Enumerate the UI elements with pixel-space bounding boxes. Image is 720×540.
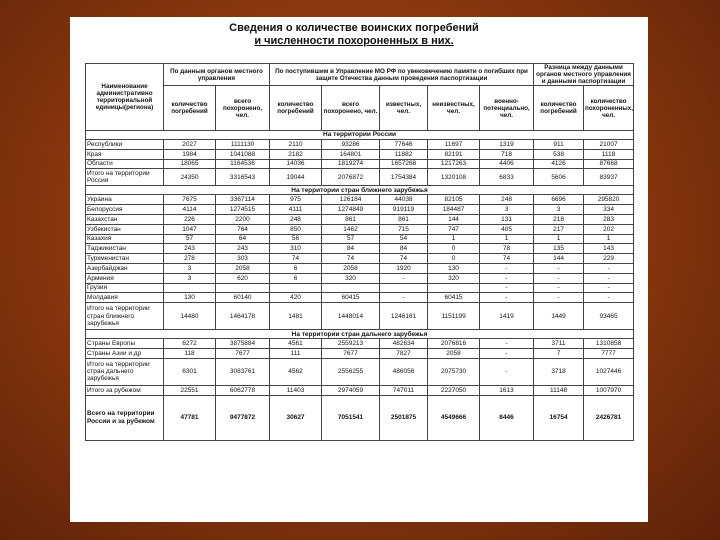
row-value: 143 — [584, 244, 634, 254]
row-value: 2227050 — [428, 385, 480, 395]
row-value: 56 — [270, 234, 322, 244]
row-value: 14036 — [270, 159, 322, 169]
row-value: 4126 — [534, 159, 584, 169]
row-value: 278 — [164, 254, 216, 264]
row-value: 2426781 — [584, 395, 634, 440]
table-row — [86, 214, 634, 224]
row-value: 126184 — [322, 195, 380, 205]
row-value: 3316543 — [216, 169, 270, 186]
row-value — [428, 283, 480, 293]
row-value: 7777 — [584, 348, 634, 358]
row-value: 1819274 — [322, 159, 380, 169]
row-value: 60140 — [216, 293, 270, 303]
row-value: 84 — [322, 244, 380, 254]
row-value: 861 — [322, 214, 380, 224]
table-row — [86, 244, 634, 254]
row-value: 715 — [380, 224, 428, 234]
row-value: 3367114 — [216, 195, 270, 205]
row-value: 6301 — [164, 358, 216, 385]
row-value: - — [380, 293, 428, 303]
row-value: 1462 — [322, 224, 380, 234]
row-value: 0 — [428, 244, 480, 254]
row-name: Итого на территории стран ближнего зарубежья — [86, 303, 164, 330]
header-region: Наименование административно территориальной единицы(региона) — [86, 64, 164, 131]
table-row — [86, 358, 634, 385]
row-value: 118 — [164, 348, 216, 358]
row-value: 11148 — [534, 385, 584, 395]
row-value: 1274515 — [216, 205, 270, 215]
header-count-burials: количество погребений — [164, 86, 216, 131]
row-value: 1 — [534, 234, 584, 244]
row-value: 2075730 — [428, 358, 480, 385]
row-value: 1320108 — [428, 169, 480, 186]
row-value: 2058 — [428, 348, 480, 358]
row-value: 11882 — [380, 149, 428, 159]
section-row — [86, 330, 634, 339]
row-name: Азербайджан — [86, 263, 164, 273]
row-value: 6 — [270, 273, 322, 283]
table-row — [86, 149, 634, 159]
row-value: 82191 — [428, 149, 480, 159]
row-value: 60415 — [428, 293, 480, 303]
row-value: - — [480, 273, 534, 283]
row-name: Республики — [86, 140, 164, 150]
row-name: Казахстан — [86, 214, 164, 224]
row-value: 747 — [428, 224, 480, 234]
row-value: 0 — [428, 254, 480, 264]
row-value: 1 — [480, 234, 534, 244]
row-name: Украина — [86, 195, 164, 205]
row-value: 60415 — [322, 293, 380, 303]
row-value: 334 — [584, 205, 634, 215]
row-value: 217 — [534, 224, 584, 234]
row-value: 144 — [534, 254, 584, 264]
row-value: - — [584, 273, 634, 283]
row-value: 4549666 — [428, 395, 480, 440]
header-row-columns — [86, 86, 634, 131]
row-value: 861 — [380, 214, 428, 224]
header-group-local: По данным органов местного управления — [164, 64, 270, 86]
row-value: 2182 — [270, 149, 322, 159]
header-certified: военно-потенциально, чел. — [480, 86, 534, 131]
row-value: - — [534, 293, 584, 303]
row-value: 482634 — [380, 339, 428, 349]
row-value: 74 — [322, 254, 380, 264]
row-value: 44038 — [380, 195, 428, 205]
row-name: Страны Азии и др — [86, 348, 164, 358]
row-value: 1217263 — [428, 159, 480, 169]
row-value: - — [480, 358, 534, 385]
row-value: - — [380, 273, 428, 283]
row-value: 87668 — [584, 159, 634, 169]
row-value: 320 — [428, 273, 480, 283]
row-value: - — [480, 339, 534, 349]
row-value: 184487 — [428, 205, 480, 215]
row-value: - — [480, 283, 534, 293]
row-value: 1027446 — [584, 358, 634, 385]
table-row — [86, 303, 634, 330]
row-value: 14480 — [164, 303, 216, 330]
table-row — [86, 348, 634, 358]
header-row-groups — [86, 64, 634, 86]
document-page — [70, 17, 648, 522]
row-value: 1 — [428, 234, 480, 244]
row-value: - — [480, 293, 534, 303]
row-value: 6696 — [534, 195, 584, 205]
row-value: 54 — [380, 234, 428, 244]
row-value: 975 — [270, 195, 322, 205]
row-value: - — [534, 273, 584, 283]
row-value: 202 — [584, 224, 634, 234]
row-value: 3 — [164, 263, 216, 273]
row-value: 718 — [480, 149, 534, 159]
row-value: 22551 — [164, 385, 216, 395]
row-value: - — [584, 263, 634, 273]
row-value — [322, 283, 380, 293]
header-group-certification: По поступившим в Управление МО РФ по увековечению памяти о погибших при защите Отечества данным проведения паспортизации — [270, 64, 534, 86]
header-diff-people: количество похороненных, чел. — [584, 86, 634, 131]
row-value: 420 — [270, 293, 322, 303]
row-value: 1274849 — [322, 205, 380, 215]
row-value — [380, 283, 428, 293]
row-value: 24350 — [164, 169, 216, 186]
row-value: - — [480, 348, 534, 358]
row-value: 1047 — [164, 224, 216, 234]
section-title: На территории стран дальнего зарубежья — [86, 330, 634, 339]
row-value: 248 — [270, 214, 322, 224]
section-title: На территории России — [86, 131, 634, 140]
row-value: 538 — [534, 149, 584, 159]
table-row — [86, 273, 634, 283]
row-value: 130 — [164, 293, 216, 303]
row-value: 2058 — [322, 263, 380, 273]
row-value: 3083761 — [216, 358, 270, 385]
row-value: 2559213 — [322, 339, 380, 349]
section-title: На территории стран ближнего зарубежья — [86, 186, 634, 195]
row-value: 1 — [584, 234, 634, 244]
row-value: 7675 — [164, 195, 216, 205]
row-value: 3711 — [534, 339, 584, 349]
row-value: 2027 — [164, 140, 216, 150]
row-value: 3875884 — [216, 339, 270, 349]
title-line-2: и численности похороненных в них. — [254, 35, 454, 47]
row-value: 2200 — [216, 214, 270, 224]
header-count-burials-2: количество погребений — [270, 86, 322, 131]
row-value: 4562 — [270, 358, 322, 385]
row-value — [270, 283, 322, 293]
row-value: 93465 — [584, 303, 634, 330]
row-value: 78 — [480, 244, 534, 254]
section-row — [86, 131, 634, 140]
row-value: 6272 — [164, 339, 216, 349]
row-value: 74 — [270, 254, 322, 264]
row-name: Итого за рубежом — [86, 385, 164, 395]
row-value: 229 — [584, 254, 634, 264]
row-value: 1449 — [534, 303, 584, 330]
row-value: 243 — [164, 244, 216, 254]
row-value: 2556255 — [322, 358, 380, 385]
row-value: 1613 — [480, 385, 534, 395]
row-value: 3 — [164, 273, 216, 283]
table-row — [86, 169, 634, 186]
row-value: 19044 — [270, 169, 322, 186]
row-value: - — [534, 263, 584, 273]
row-value — [164, 283, 216, 293]
row-value: 7827 — [380, 348, 428, 358]
header-unknown: неизвестных, чел. — [428, 86, 480, 131]
row-value: 747011 — [380, 385, 428, 395]
row-value: 283 — [584, 214, 634, 224]
row-value: 2110 — [270, 140, 322, 150]
header-known: известных, чел. — [380, 86, 428, 131]
row-value: 7677 — [322, 348, 380, 358]
row-value: 1464178 — [216, 303, 270, 330]
row-value: 1920 — [380, 263, 428, 273]
row-value: 2058 — [216, 263, 270, 273]
row-name: Итого на территории России — [86, 169, 164, 186]
row-value: 1118 — [584, 149, 634, 159]
row-name: Белоруссия — [86, 205, 164, 215]
row-value: 7 — [534, 348, 584, 358]
row-value: 16754 — [534, 395, 584, 440]
row-value: 11403 — [270, 385, 322, 395]
table-row — [86, 159, 634, 169]
row-value: 6833 — [480, 169, 534, 186]
table-row — [86, 195, 634, 205]
row-name: Узбекистан — [86, 224, 164, 234]
row-value: 1754384 — [380, 169, 428, 186]
table-row — [86, 385, 634, 395]
row-value: 111 — [270, 348, 322, 358]
row-name: Молдавия — [86, 293, 164, 303]
row-name: Области — [86, 159, 164, 169]
row-name: Таджикистан — [86, 244, 164, 254]
row-value: 1657268 — [380, 159, 428, 169]
row-value: 1111130 — [216, 140, 270, 150]
row-value: 320 — [322, 273, 380, 283]
row-value: 1481 — [270, 303, 322, 330]
title-line-1: Сведения о количестве воинских погребений — [229, 22, 479, 34]
row-value: 310 — [270, 244, 322, 254]
row-name: Края — [86, 149, 164, 159]
row-value: 74 — [380, 254, 428, 264]
row-value: 18065 — [164, 159, 216, 169]
table-row — [86, 283, 634, 293]
row-value: 2076872 — [322, 169, 380, 186]
row-value: 2076816 — [428, 339, 480, 349]
row-value: 1319 — [480, 140, 534, 150]
row-value — [216, 283, 270, 293]
row-value: 243 — [216, 244, 270, 254]
row-value: 131 — [480, 214, 534, 224]
row-value: 74 — [480, 254, 534, 264]
row-name: Грузия — [86, 283, 164, 293]
row-value: 218 — [534, 214, 584, 224]
row-value: 6062778 — [216, 385, 270, 395]
header-buried-people: всего похоронено, чел. — [216, 86, 270, 131]
table-row — [86, 263, 634, 273]
row-value: 919119 — [380, 205, 428, 215]
row-value: 1151199 — [428, 303, 480, 330]
row-value: 1984 — [164, 149, 216, 159]
row-value: 2501875 — [380, 395, 428, 440]
row-value: 303 — [216, 254, 270, 264]
row-value: 295820 — [584, 195, 634, 205]
row-value: 1448014 — [322, 303, 380, 330]
row-value: 764 — [216, 224, 270, 234]
row-name: Туркменистан — [86, 254, 164, 264]
section-row — [86, 186, 634, 195]
row-value: 226 — [164, 214, 216, 224]
row-value: 7677 — [216, 348, 270, 358]
row-value: 8446 — [480, 395, 534, 440]
row-value: 3718 — [534, 358, 584, 385]
row-value: 911 — [534, 140, 584, 150]
row-value: 850 — [270, 224, 322, 234]
table-row — [86, 205, 634, 215]
row-value: 3 — [480, 205, 534, 215]
row-value: 4111 — [270, 205, 322, 215]
header-diff-burials: количество погребений — [534, 86, 584, 131]
row-value: 82105 — [428, 195, 480, 205]
row-value: 64 — [216, 234, 270, 244]
row-value: 164801 — [322, 149, 380, 159]
row-value: 57 — [164, 234, 216, 244]
row-value: 21007 — [584, 140, 634, 150]
row-value: 1246161 — [380, 303, 428, 330]
row-value: 47781 — [164, 395, 216, 440]
row-value: 5606 — [534, 169, 584, 186]
row-value: 6 — [270, 263, 322, 273]
row-value: - — [480, 263, 534, 273]
row-value: 1164536 — [216, 159, 270, 169]
row-value: 77646 — [380, 140, 428, 150]
row-name: Страны Европы — [86, 339, 164, 349]
table-row — [86, 140, 634, 150]
row-name: Итого на территории стран дальнего зарубежья — [86, 358, 164, 385]
table-row — [86, 254, 634, 264]
table-row — [86, 339, 634, 349]
row-value: 1007970 — [584, 385, 634, 395]
row-value: 4114 — [164, 205, 216, 215]
row-value: 93286 — [322, 140, 380, 150]
row-value: 248 — [480, 195, 534, 205]
table-row — [86, 395, 634, 440]
burials-table — [85, 63, 634, 441]
table-row — [86, 293, 634, 303]
document-title — [70, 22, 648, 48]
header-group-difference: Разница между данными органов местного управления и данными паспортизации — [534, 64, 634, 86]
row-value: - — [584, 283, 634, 293]
table-row — [86, 224, 634, 234]
row-value: 4561 — [270, 339, 322, 349]
row-value: 2974059 — [322, 385, 380, 395]
row-value: 83937 — [584, 169, 634, 186]
row-value: 7051541 — [322, 395, 380, 440]
row-value: 9477872 — [216, 395, 270, 440]
row-value: 1041088 — [216, 149, 270, 159]
table-body — [86, 64, 634, 441]
row-name: Казахия — [86, 234, 164, 244]
row-value: 3 — [534, 205, 584, 215]
row-value: 486056 — [380, 358, 428, 385]
row-name: Всего на территории России и за рубежом — [86, 395, 164, 440]
row-name: Армения — [86, 273, 164, 283]
row-value: 130 — [428, 263, 480, 273]
row-value: 144 — [428, 214, 480, 224]
row-value: 1419 — [480, 303, 534, 330]
row-value: 57 — [322, 234, 380, 244]
row-value: 84 — [380, 244, 428, 254]
row-value: 405 — [480, 224, 534, 234]
table-row — [86, 234, 634, 244]
row-value: 1310858 — [584, 339, 634, 349]
row-value: 30627 — [270, 395, 322, 440]
row-value: 135 — [534, 244, 584, 254]
row-value: - — [584, 293, 634, 303]
row-value: - — [534, 283, 584, 293]
row-value: 11697 — [428, 140, 480, 150]
header-buried-people-2: всего похоронено, чел. — [322, 86, 380, 131]
row-value: 4406 — [480, 159, 534, 169]
row-value: 620 — [216, 273, 270, 283]
